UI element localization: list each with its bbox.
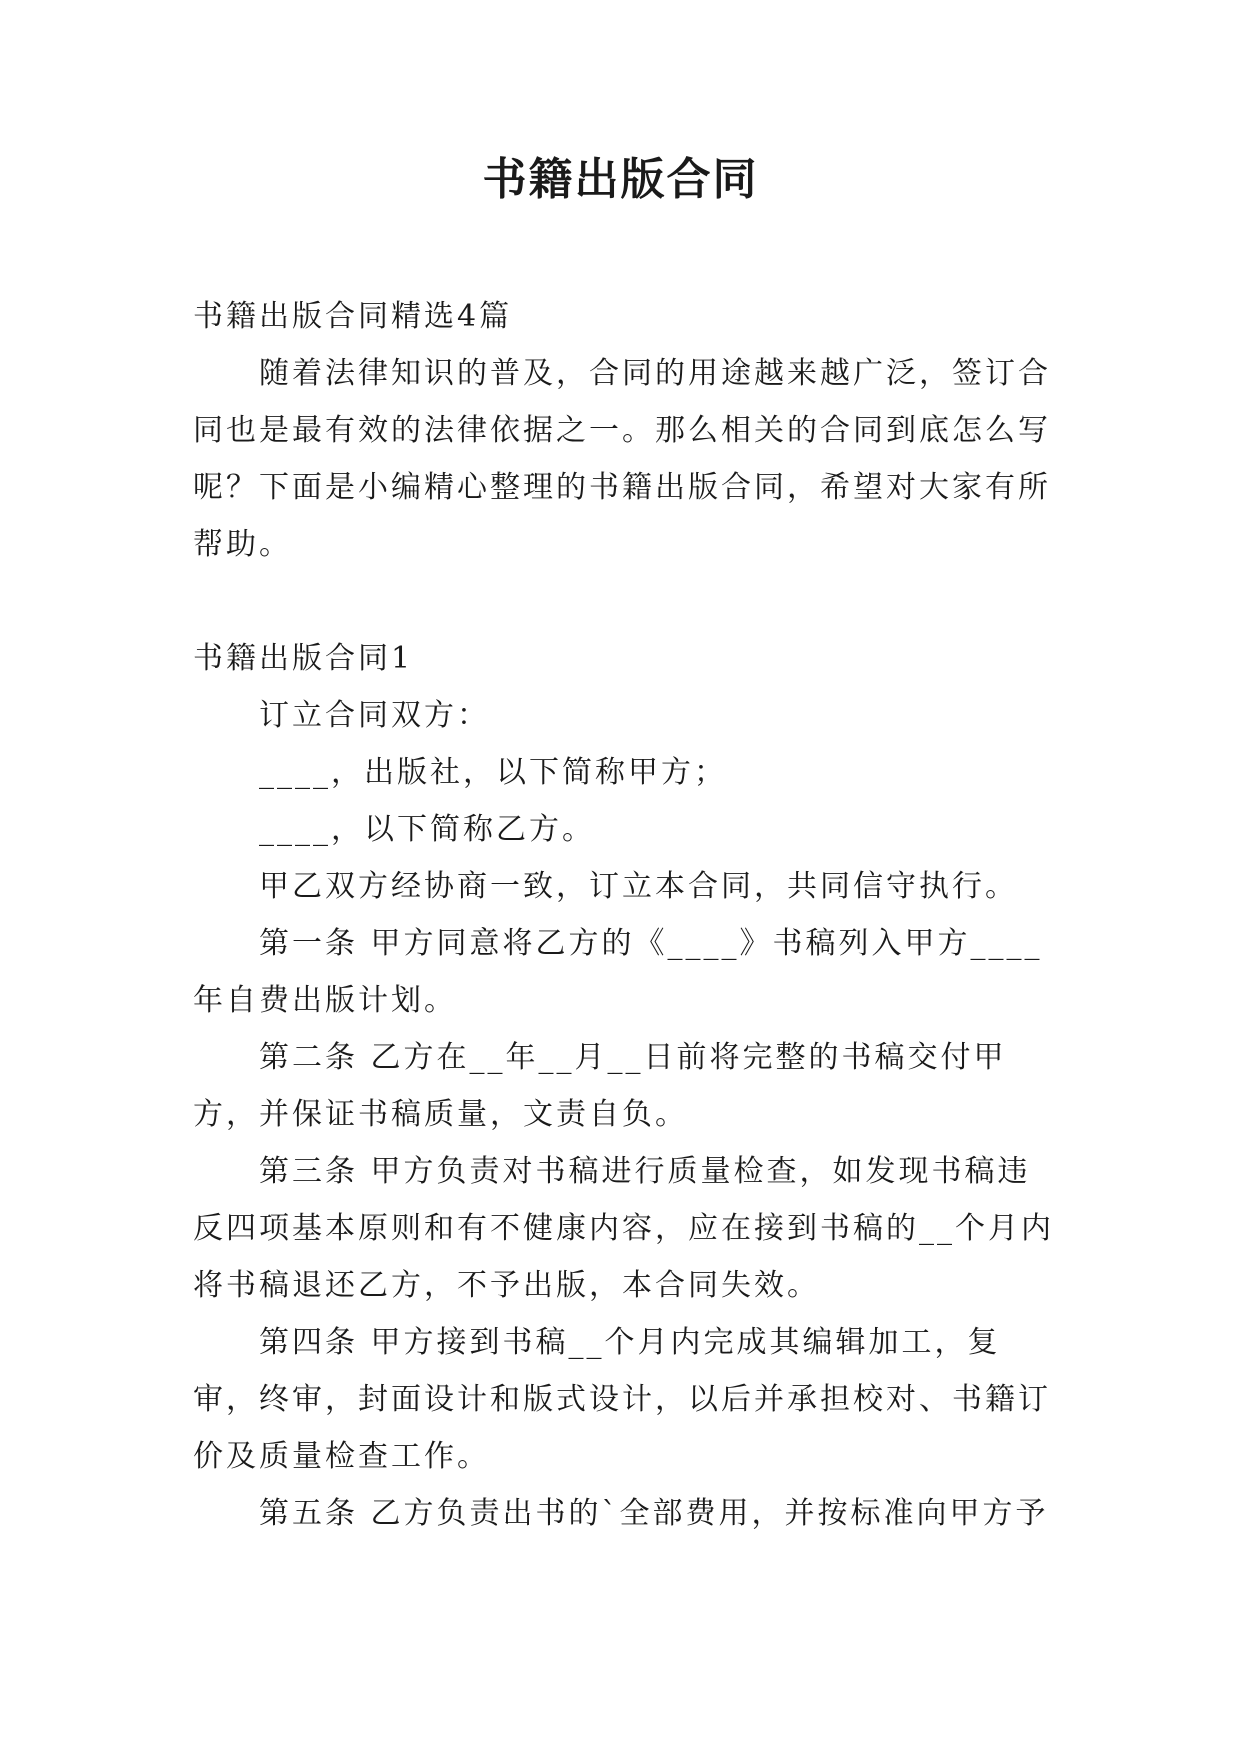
section-heading: 书籍出版合同1 <box>193 641 414 676</box>
contract-article-2: 第二条 乙方在__年__月__日前将完整的书稿交付甲方，并保证书稿质量，文责自负。 <box>193 1040 1007 1132</box>
contract-paragraph: ____，出版社，以下简称甲方； <box>259 755 727 790</box>
contract-paragraph: 甲乙双方经协商一致，订立本合同，共同信守执行。 <box>259 869 1018 904</box>
contract-article-5: 第五条 乙方负责出书的`全部费用，并按标准向甲方予 <box>259 1496 1049 1531</box>
contract-article-3: 第三条 甲方负责对书稿进行质量检查，如发现书稿违反四项基本原则和有不健康内容，应在接到书稿的__个月内将书稿退还乙方，不予出版，本合同失效。 <box>193 1154 1054 1303</box>
contract-paragraph: 订立合同双方： <box>259 698 490 733</box>
document-body <box>193 288 1061 1542</box>
contract-article-4: 第四条 甲方接到书稿__个月内完成其编辑加工，复审，终审，封面设计和版式设计，以后并承担校对、书籍订价及质量检查工作。 <box>193 1325 1051 1474</box>
intro-paragraph: 随着法律知识的普及，合同的用途越来越广泛，签订合同也是最有效的法律依据之一。那么相关的合同到底怎么写呢？下面是小编精心整理的书籍出版合同，希望对大家有所帮助。 <box>193 356 1051 562</box>
section-spacer <box>193 573 1061 630</box>
document-subtitle: 书籍出版合同精选4篇 <box>193 299 513 334</box>
document-title: 书籍出版合同 <box>482 154 759 205</box>
contract-paragraph: ____，以下简称乙方。 <box>259 812 595 847</box>
contract-article-1: 第一条 甲方同意将乙方的《____》书稿列入甲方____年自费出版计划。 <box>193 926 1043 1018</box>
